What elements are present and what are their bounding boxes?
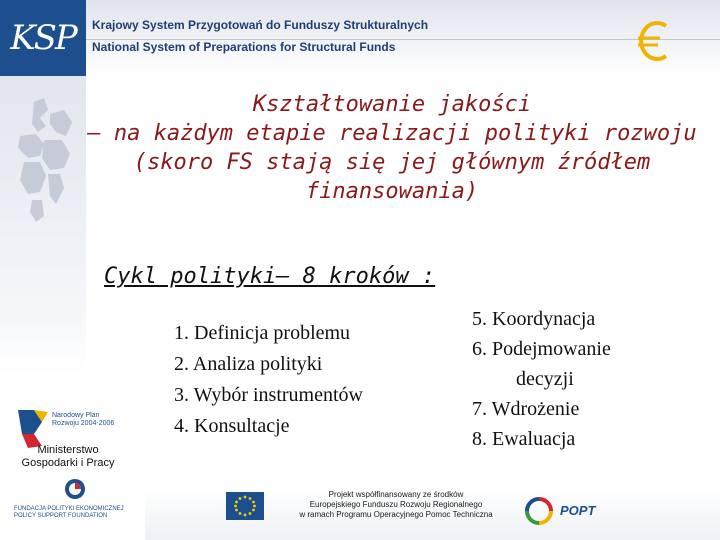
ministry-label — [8, 444, 128, 470]
step-item: 6. Podejmowanie — [472, 338, 611, 360]
title-line-1: Kształtowanie jakości — [252, 92, 532, 117]
step-item: 8. Ewaluacja — [472, 428, 576, 450]
steps-list-right — [472, 304, 611, 454]
title-line-3: (skoro FS stają się jej głównym źródłem — [133, 150, 651, 175]
step-item: 5. Koordynacja — [472, 308, 596, 330]
fundacja-text — [14, 506, 144, 520]
footer-line-2: Europejskiego Funduszu Rozwoju Regionalnego — [309, 500, 483, 509]
slide-title — [86, 90, 698, 206]
eu-flag-icon — [226, 492, 264, 520]
footer-cofinancing-text — [272, 490, 520, 520]
steps-list-left — [174, 318, 363, 442]
step-item: 2. Analiza polityki — [174, 353, 323, 375]
header-title-en: National System of Preparations for Structural Funds — [92, 40, 396, 54]
europe-map-icon — [10, 96, 80, 228]
cycle-heading: Cykl polityki– 8 kroków : — [104, 264, 436, 289]
footer-line-1: Projekt współfinansowany ze środków — [328, 490, 464, 499]
step-item: 7. Wdrożenie — [472, 398, 580, 420]
header-band — [86, 0, 720, 76]
ministry-line-1: Ministerstwo — [37, 444, 99, 456]
npr-logo-text — [52, 412, 114, 428]
title-line-2: – na każdym etapie realizacji polityki rozwoju — [87, 121, 697, 146]
fundacja-line-2: POLICY SUPPORT FOUNDATION — [14, 513, 108, 519]
npr-line-2: Rozwoju 2004-2006 — [52, 420, 115, 427]
fundacja-line-1: FUNDACJA POLITYKI EKONOMICZNEJ — [14, 506, 124, 512]
ksp-logo — [0, 0, 86, 76]
title-line-4: finansowania) — [305, 179, 479, 204]
step-item: 3. Wybór instrumentów — [174, 384, 363, 406]
header-title-pl: Krajowy System Przygotowań do Funduszy Strukturalnych — [92, 18, 429, 32]
footer-line-3: w ramach Programu Operacyjnego Pomoc Techniczna — [299, 510, 493, 519]
step-item-continuation: decyzji — [516, 368, 574, 390]
euro-icon — [636, 18, 672, 64]
popt-logo-icon — [524, 496, 554, 526]
step-item: 4. Konsultacje — [174, 415, 290, 437]
step-item: 1. Definicja problemu — [174, 322, 351, 344]
ministry-line-2: Gospodarki i Pracy — [21, 457, 115, 469]
npr-line-1: Narodowy Plan — [52, 412, 100, 419]
popt-label: POPT — [560, 503, 596, 518]
fundacja-logo-icon — [64, 478, 86, 500]
ksp-logo-text: KSP — [10, 18, 76, 58]
